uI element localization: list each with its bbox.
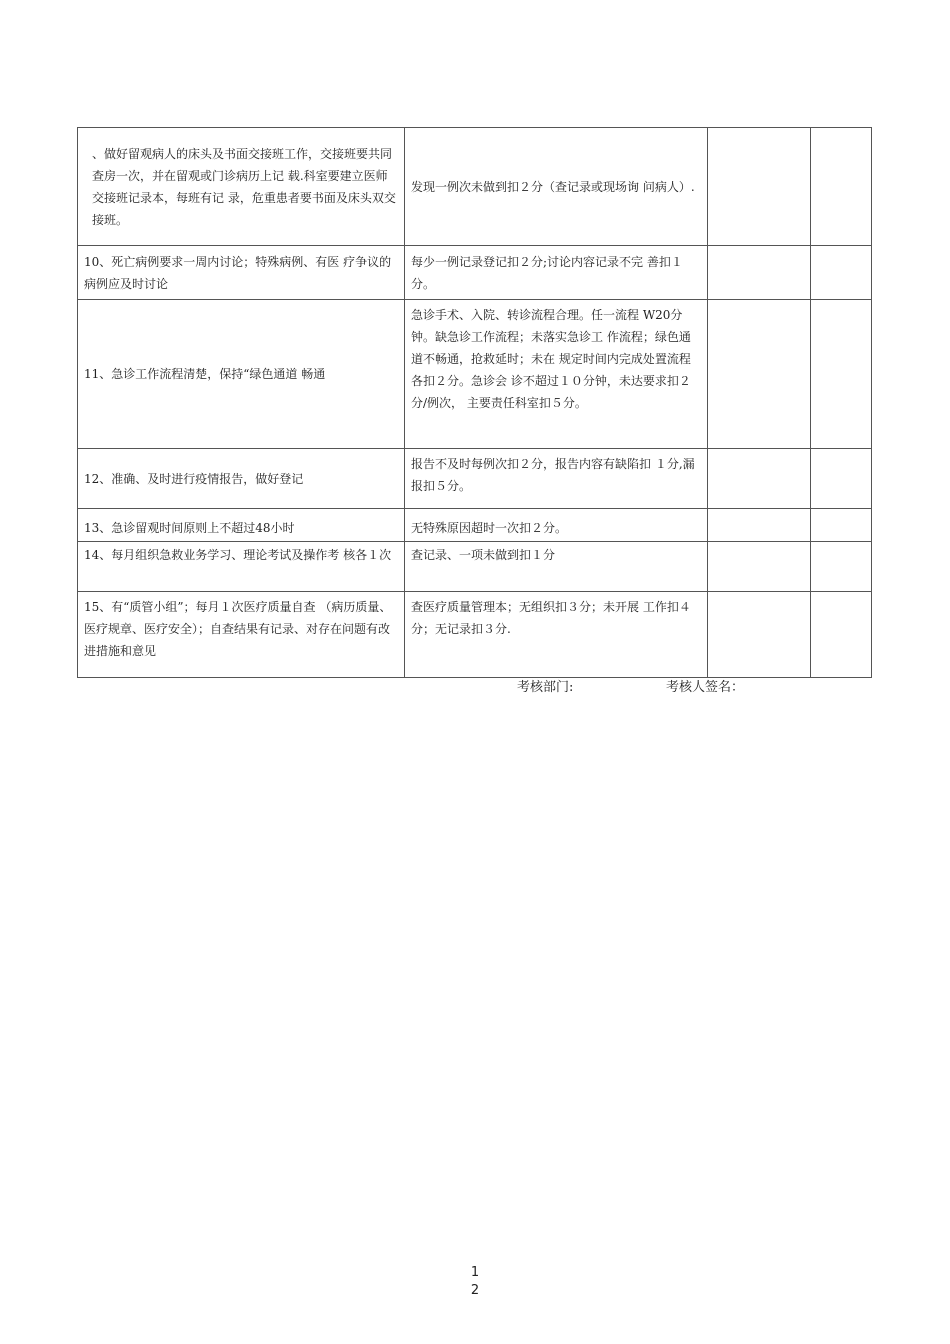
standard-cell: 10、死亡病例要求一周内讨论；特殊病例、有医 疗争议的病例应及时讨论 xyxy=(78,246,405,300)
standard-cell: 15、有“质管小组”；每月１次医疗质量自查 （病历质量、医疗规章、医疗安全）；自查结果有记录、对存在问题有改进措施和意见 xyxy=(78,592,405,678)
score-cell xyxy=(708,542,811,592)
method-cell: 发现一例次未做到扣２分（查记录或现场询 问病人）. xyxy=(405,128,708,246)
remark-cell xyxy=(811,592,872,678)
remark-cell xyxy=(811,509,872,542)
remark-cell xyxy=(811,128,872,246)
table-row xyxy=(78,542,872,592)
method-cell: 查记录、一项未做到扣１分 xyxy=(405,542,708,592)
table-row xyxy=(78,592,872,678)
method-cell: 无特殊原因超时一次扣２分。 xyxy=(405,509,708,542)
remark-cell xyxy=(811,246,872,300)
table-row xyxy=(78,300,872,449)
method-cell: 急诊手术、入院、转诊流程合理。任一流程 W20分钟。缺急诊工作流程；未落实急诊工 作流程；绿色通道不畅通，抢救延时；未在 规定时间内完成处置流程各扣２分。急诊会 诊不超过１０分钟，未达要求扣２分/例次， 主要责任科室扣５分。 xyxy=(405,300,708,449)
remark-cell xyxy=(811,542,872,592)
remark-cell xyxy=(811,300,872,449)
table-row xyxy=(78,449,872,509)
standard-cell: 13、急诊留观时间原则上不超过48小时 xyxy=(78,509,405,542)
score-cell xyxy=(708,592,811,678)
method-cell: 查医疗质量管理本；无组织扣３分；未开展 工作扣４分；无记录扣３分. xyxy=(405,592,708,678)
score-cell xyxy=(708,246,811,300)
table-row xyxy=(78,246,872,300)
standard-cell: 、做好留观病人的床头及书面交接班工作，交接班要共同查房一次，并在留观或门诊病历上记 载.科室要建立医师交接班记录本，每班有记 录，危重患者要书面及床头双交接班。 xyxy=(78,128,405,246)
assessment-table xyxy=(77,127,872,678)
score-cell xyxy=(708,449,811,509)
standard-cell: 14、每月组织急救业务学习、理论考试及操作考 核各１次 xyxy=(78,542,405,592)
remark-cell xyxy=(811,449,872,509)
page-number-line1: 1 xyxy=(470,1265,480,1280)
standard-cell: 12、准确、及时进行疫情报告，做好登记 xyxy=(78,449,405,509)
score-cell xyxy=(708,300,811,449)
method-cell: 报告不及时每例次扣２分，报告内容有缺陷扣 １分,漏报扣５分。 xyxy=(405,449,708,509)
score-cell xyxy=(708,128,811,246)
signer-label: 考核人签名： xyxy=(666,680,745,695)
score-cell xyxy=(708,509,811,542)
dept-label: 考核部门: xyxy=(517,680,574,695)
method-cell: 每少一例记录登记扣２分;讨论内容记录不完 善扣１分。 xyxy=(405,246,708,300)
table-row xyxy=(78,509,872,542)
standard-cell: 11、急诊工作流程清楚，保持“绿色通道 畅通 xyxy=(78,300,405,449)
page-number-line2: 2 xyxy=(470,1283,480,1298)
table-row xyxy=(78,128,872,246)
